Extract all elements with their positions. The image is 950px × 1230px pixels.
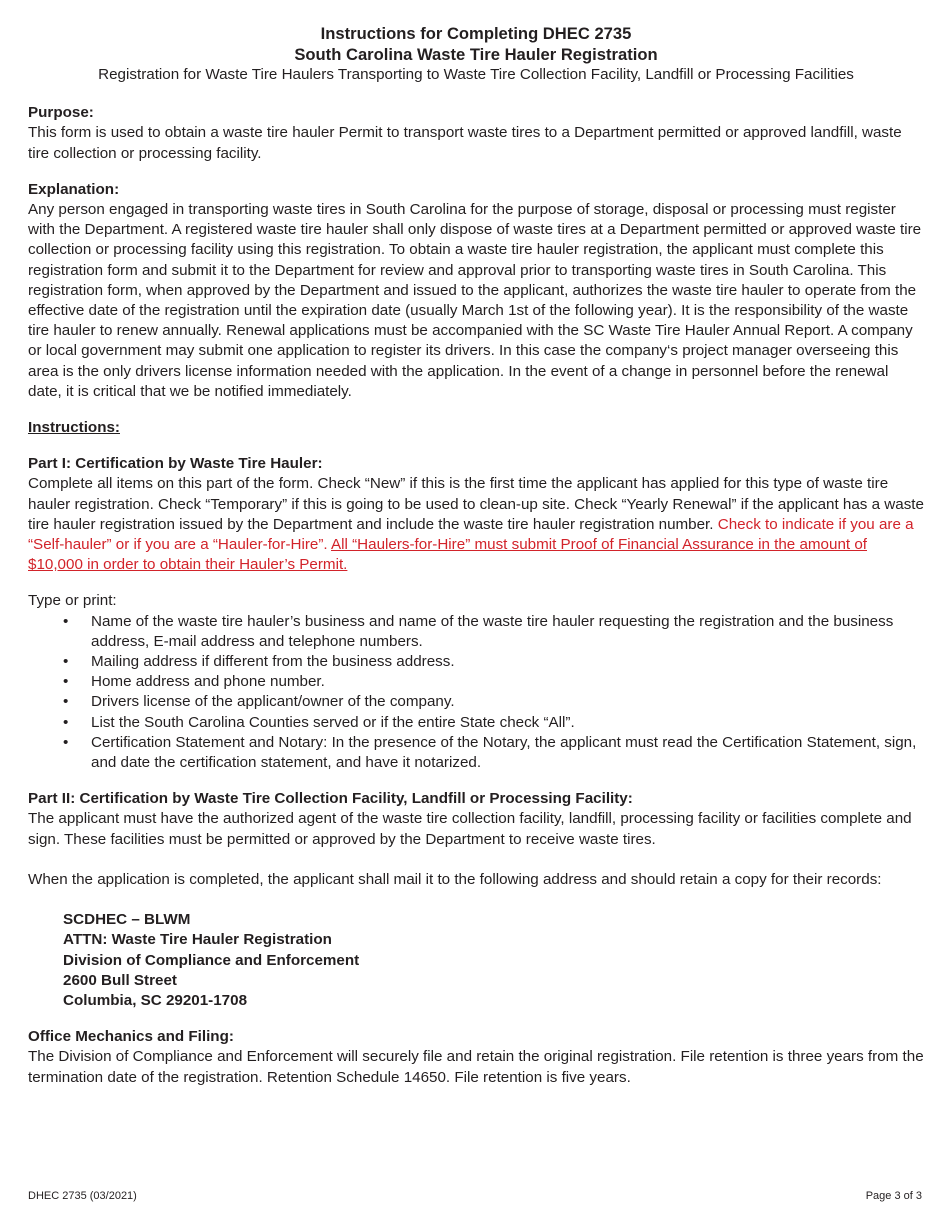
mailing-text: When the application is completed, the applicant shall mail it to the following address and should retain a copy for their records: bbox=[28, 870, 882, 888]
address-line: ATTN: Waste Tire Hauler Registration bbox=[63, 931, 332, 949]
part2-section bbox=[28, 789, 924, 850]
mailing-address bbox=[63, 910, 924, 1011]
explanation-heading: Explanation: bbox=[28, 180, 120, 198]
address-line: Columbia, SC 29201-1708 bbox=[63, 991, 248, 1009]
office-section bbox=[28, 1027, 924, 1088]
explanation-section bbox=[28, 180, 924, 402]
office-text: The Division of Compliance and Enforcement will securely file and retain the original registration. File retention is three years from the termination date of the registration. Retention Schedule 14650. File retention is five years. bbox=[28, 1048, 924, 1086]
list-item: • Mailing address if different from the business address. bbox=[63, 652, 924, 672]
type-or-print-label: Type or print: bbox=[28, 592, 117, 610]
bullet-icon: • bbox=[63, 653, 69, 671]
bullet-icon: • bbox=[63, 693, 69, 711]
purpose-heading: Purpose: bbox=[28, 104, 94, 122]
purpose-section bbox=[28, 103, 924, 164]
part1-body: Complete all items on this part of the form. Check “New” if this is the first time the applicant has applied for this type of waste tire hauler registration. Check “Temporary” if this is going to be used to clean-up site. Check “Yearly Renewal” if the applicant has a waste tire hauler registration issued by the Department and include the waste tire hauler registration number. bbox=[28, 475, 924, 533]
part1-heading: Part I: Certification by Waste Tire Hauler: bbox=[28, 455, 323, 473]
footer-form-id: DHEC 2735 (03/2021) bbox=[28, 1190, 137, 1202]
document-header bbox=[28, 24, 924, 85]
part2-heading: Part II: Certification by Waste Tire Collection Facility, Landfill or Processing Facility: bbox=[28, 790, 633, 808]
part2-text: The applicant must have the authorized agent of the waste tire collection facility, landfill, processing facility or facilities complete and sign. These facilities must be permitted or approved by the Department to receive waste tires. bbox=[28, 810, 912, 848]
instructions-heading: Instructions: bbox=[28, 419, 120, 437]
purpose-text: This form is used to obtain a waste tire hauler Permit to transport waste tires to a Department permitted or approved landfill, waste tire collection or processing facility. bbox=[28, 124, 902, 162]
document-page bbox=[28, 24, 924, 1088]
list-item: • List the South Carolina Counties served or if the entire State check “All”. bbox=[63, 713, 924, 733]
address-line: 2600 Bull Street bbox=[63, 971, 177, 989]
part1-section bbox=[28, 454, 924, 575]
office-heading: Office Mechanics and Filing: bbox=[28, 1028, 234, 1046]
list-item: • Drivers license of the applicant/owner of the company. bbox=[63, 692, 924, 712]
part1-red-text: Check to indicate if you are a “Self-hauler” or if you are a “Hauler-for-Hire”. bbox=[28, 515, 914, 554]
document-title-line1: Instructions for Completing DHEC 2735 bbox=[320, 24, 632, 43]
list-item: • Home address and phone number. bbox=[63, 672, 924, 692]
instructions-section bbox=[28, 418, 924, 438]
part1-text bbox=[28, 474, 924, 575]
explanation-text: Any person engaged in transporting waste tires in South Carolina for the purpose of storage, disposal or processing must register with the Department. A registered waste tire hauler shall only dispose of waste tires at a Department permitted or approved waste tire collection or processing facility using this registration. To obtain a waste tire hauler registration, the applicant must complete this registration form and submit it to the Department for review and approval prior to transporting waste tires in South Carolina. This registration form, when approved by the Department and issued to the applicant, authorizes the waste tire hauler to operate from the effective date of the registration until the expiration date (usually March 1st of the following year). It is the responsibility of the waste tire hauler to renew annually. Renewal applications must be accompanied with the SC Waste Tire Hauler Annual Report. A company or local government may submit one application to register its drivers. In this case the company‘s project manager overseeing this area is the only drivers license information needed with the application. In the event of a change in personnel before the renewal date, it is critical that we be notified immediately. bbox=[28, 201, 922, 400]
bullet-icon: • bbox=[63, 733, 69, 751]
list-item: • Name of the waste tire hauler’s business and name of the waste tire hauler requesting the registration and the business address, E-mail address and telephone numbers. bbox=[63, 612, 894, 650]
bullet-icon: • bbox=[63, 612, 69, 630]
list-item: • Certification Statement and Notary: In the presence of the Notary, the applicant must read the Certification Statement, sign, and date the certification statement, and have it notarized. bbox=[63, 733, 917, 772]
mailing-section bbox=[28, 870, 924, 1011]
document-title-line2: South Carolina Waste Tire Hauler Registration bbox=[294, 44, 658, 64]
document-subtitle: Registration for Waste Tire Haulers Transporting to Waste Tire Collection Facility, Landfill or Processing Facilities bbox=[98, 66, 854, 84]
address-line: Division of Compliance and Enforcement bbox=[63, 951, 360, 969]
type-or-print-section bbox=[28, 591, 924, 773]
bullet-icon: • bbox=[63, 713, 69, 731]
address-line: SCDHEC – BLWM bbox=[63, 911, 191, 929]
footer-page-number: Page 3 of 3 bbox=[865, 1190, 922, 1202]
type-or-print-list bbox=[28, 612, 924, 774]
part1-financial-assurance-note: All “Haulers-for-Hire” must submit Proof of Financial Assurance in the amount of $10,000 in order to obtain their Hauler’s Permit. bbox=[28, 536, 868, 574]
bullet-icon: • bbox=[63, 673, 69, 691]
